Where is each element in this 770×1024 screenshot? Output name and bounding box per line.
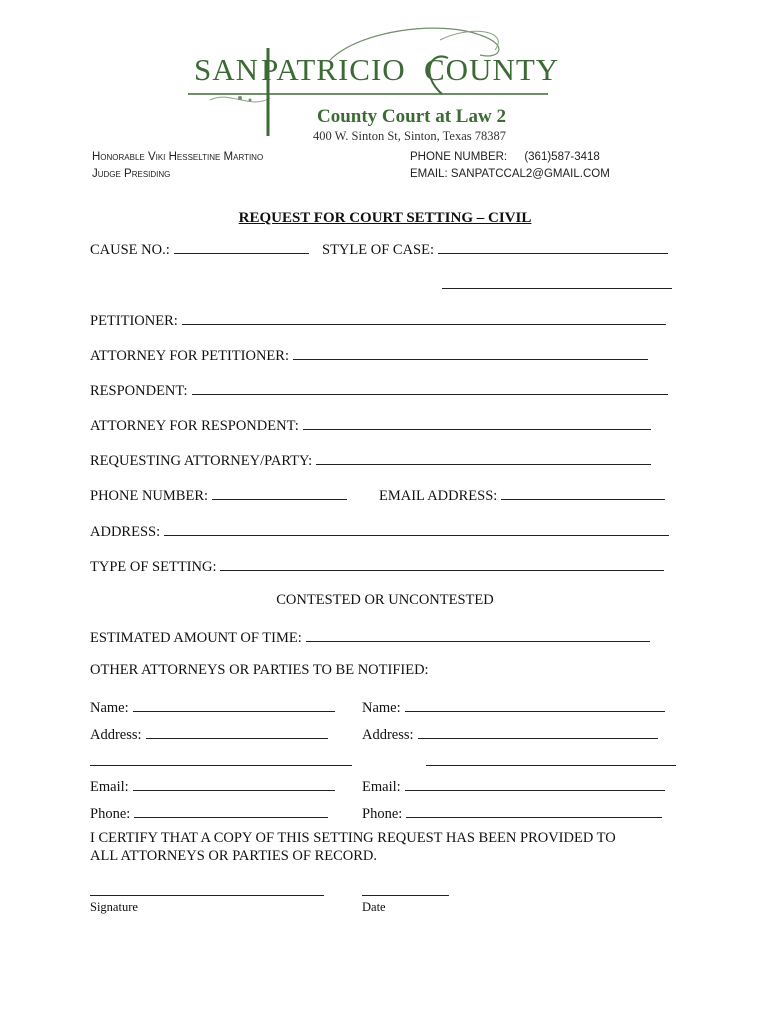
attorney-petitioner-label: ATTORNEY FOR PETITIONER: xyxy=(90,348,289,364)
phone-short-label: Phone: xyxy=(362,806,403,822)
email-row-left xyxy=(90,777,335,796)
phone-field-right[interactable] xyxy=(406,804,662,818)
address-row xyxy=(90,522,669,541)
date-label: Date xyxy=(362,900,386,914)
address-label: ADDRESS: xyxy=(90,524,161,540)
address-field-left[interactable] xyxy=(146,725,328,739)
address-short-label: Address: xyxy=(90,727,142,743)
signature-field[interactable] xyxy=(90,895,324,896)
name-label: Name: xyxy=(362,700,401,716)
cause-no-field[interactable] xyxy=(174,240,309,254)
email-value: SANPATCCAL2@GMAIL.COM xyxy=(450,168,610,180)
court-name: County Court at Law 2 xyxy=(317,106,506,127)
estimated-time-row xyxy=(90,628,650,647)
petitioner-row xyxy=(90,311,666,330)
phone-label: PHONE NUMBER: xyxy=(410,151,508,163)
other-attorneys-label: OTHER ATTORNEYS OR PARTIES TO BE NOTIFIED: xyxy=(90,662,429,678)
name-label: Name: xyxy=(90,700,129,716)
estimated-time-label: ESTIMATED AMOUNT OF TIME: xyxy=(90,630,302,646)
style-of-case-label: STYLE OF CASE: xyxy=(322,242,434,258)
address-field-right[interactable] xyxy=(418,725,658,739)
attorney-petitioner-row xyxy=(90,346,648,365)
cause-no-label: CAUSE NO.: xyxy=(90,242,170,258)
phone-field-left[interactable] xyxy=(134,804,328,818)
respondent-field[interactable] xyxy=(192,381,668,395)
email-address-label: EMAIL ADDRESS: xyxy=(379,488,498,504)
county-name-patricio: PATRICIO xyxy=(261,52,406,87)
address-field-left-line2[interactable] xyxy=(90,765,352,766)
phone-row-right xyxy=(362,804,662,823)
style-of-case-row xyxy=(322,240,668,259)
name-row-left xyxy=(90,698,335,717)
address-row-left xyxy=(90,725,328,744)
phone-number-label: PHONE NUMBER: xyxy=(90,488,209,504)
county-name-san: SAN xyxy=(194,52,260,87)
judge-title: Judge Presiding xyxy=(92,168,171,180)
phone-row-left xyxy=(90,804,328,823)
attorney-respondent-row xyxy=(90,416,651,435)
certify-line-1: I CERTIFY THAT A COPY OF THIS SETTING REQUEST HAS BEEN PROVIDED TO xyxy=(90,830,616,846)
email-field-right[interactable] xyxy=(405,777,665,791)
email-info xyxy=(410,168,610,180)
style-of-case-field-line2[interactable] xyxy=(442,288,672,289)
name-field-left[interactable] xyxy=(133,698,335,712)
email-label: EMAIL: xyxy=(410,168,448,180)
signature-label: Signature xyxy=(90,900,138,914)
name-field-right[interactable] xyxy=(405,698,665,712)
respondent-label: RESPONDENT: xyxy=(90,383,188,399)
phone-short-label: Phone: xyxy=(90,806,131,822)
address-row-right xyxy=(362,725,658,744)
petitioner-label: PETITIONER: xyxy=(90,313,178,329)
email-short-label: Email: xyxy=(90,779,129,795)
cause-no-row xyxy=(90,240,309,259)
court-address: 400 W. Sinton St, Sinton, Texas 78387 xyxy=(313,129,507,143)
email-address-field[interactable] xyxy=(501,486,665,500)
type-of-setting-field[interactable] xyxy=(220,557,664,571)
address-field[interactable] xyxy=(164,522,669,536)
email-short-label: Email: xyxy=(362,779,401,795)
certify-line-2: ALL ATTORNEYS OR PARTIES OF RECORD. xyxy=(90,848,378,864)
attorney-respondent-field[interactable] xyxy=(303,416,651,430)
email-address-row xyxy=(379,486,665,505)
form-title: REQUEST FOR COURT SETTING – CIVIL xyxy=(238,210,532,226)
respondent-row xyxy=(90,381,668,400)
requesting-label: REQUESTING ATTORNEY/PARTY: xyxy=(90,453,313,469)
requesting-row xyxy=(90,451,651,470)
type-of-setting-row xyxy=(90,557,664,576)
phone-info xyxy=(410,151,600,163)
address-field-right-line2[interactable] xyxy=(426,765,676,766)
attorney-petitioner-field[interactable] xyxy=(293,346,648,360)
type-of-setting-label: TYPE OF SETTING: xyxy=(90,559,217,575)
style-of-case-field[interactable] xyxy=(438,240,668,254)
name-row-right xyxy=(362,698,665,717)
petitioner-field[interactable] xyxy=(182,311,666,325)
phone-number-row xyxy=(90,486,347,505)
estimated-time-field[interactable] xyxy=(306,628,650,642)
contested-text: CONTESTED OR UNCONTESTED xyxy=(276,592,494,608)
email-row-right xyxy=(362,777,665,796)
judge-name: Honorable Viki Hesseltine Martino xyxy=(92,151,264,163)
attorney-respondent-label: ATTORNEY FOR RESPONDENT: xyxy=(90,418,299,434)
phone-number-field[interactable] xyxy=(212,486,347,500)
county-name-county: COUNTY xyxy=(424,52,560,87)
phone-value: (361)587-3418 xyxy=(524,151,600,163)
requesting-field[interactable] xyxy=(316,451,651,465)
date-field[interactable] xyxy=(362,895,449,896)
address-short-label: Address: xyxy=(362,727,414,743)
email-field-left[interactable] xyxy=(133,777,335,791)
